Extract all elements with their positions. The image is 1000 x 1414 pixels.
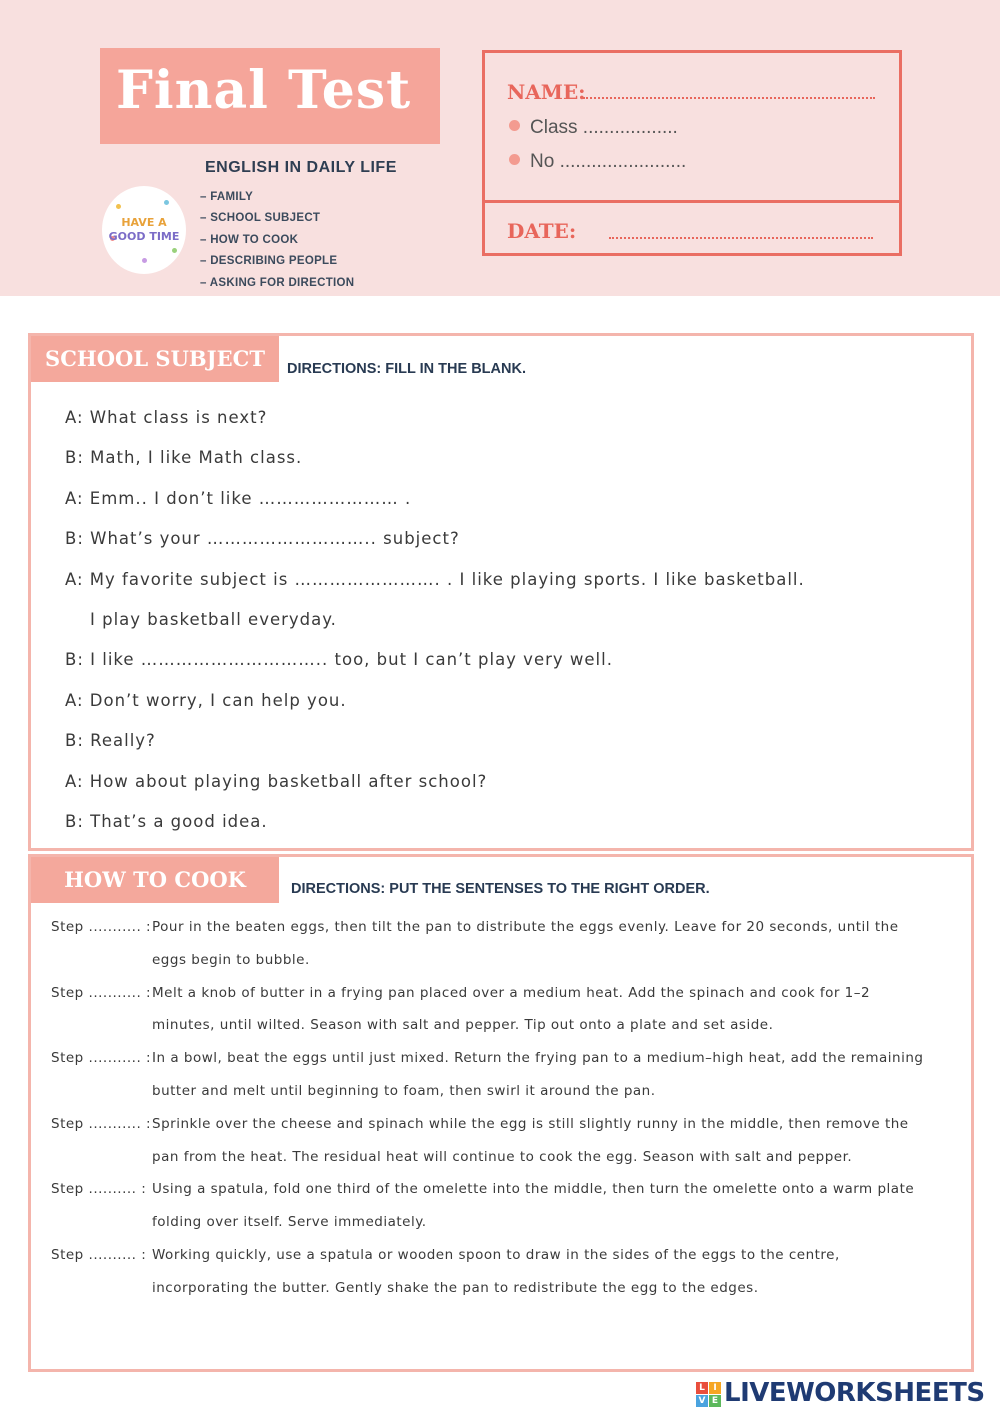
step-item: [51, 1239, 925, 1305]
step-text: Using a spatula, fold one third of the omelette into the middle, then turn the omelette onto a warm plate folding over itself. Serve immediately.: [152, 1181, 915, 1231]
confetti-dot: [142, 258, 147, 263]
header-band: [0, 0, 1000, 296]
no-line: [509, 151, 686, 173]
section-title: SCHOOL SUBJECT: [45, 346, 265, 371]
logo-text: LIVEWORKSHEETS: [724, 1378, 985, 1408]
have-a-good-time-badge: [102, 186, 186, 274]
step-item: [51, 911, 925, 977]
name-label: NAME:: [507, 80, 586, 104]
logo-grid-icon: [696, 1382, 722, 1408]
step-number-field[interactable]: Step .......... :: [51, 1181, 147, 1198]
topic-item: – ASKING FOR DIRECTION: [200, 276, 355, 289]
step-text: Working quickly, use a spatula or wooden spoon to draw in the sides of the eggs to the centre, incorporating the butter. Gently shake the pan to redistribute the egg to the edges.: [152, 1246, 840, 1296]
step-text: Sprinkle over the cheese and spinach while the egg is still slightly runny in the middle, then remove the pan from the heat. The residual heat will continue to cook the egg. Season with salt and pepper.: [152, 1115, 909, 1165]
dialogue-line[interactable]: B: What’s your ……………………….. subject?: [65, 529, 460, 549]
section-tab: [31, 336, 279, 382]
section-title: HOW TO COOK: [64, 867, 246, 892]
step-item: [51, 977, 925, 1043]
class-label: Class ..................: [530, 117, 678, 138]
dialogue-line[interactable]: B: I like ………………………….. too, but I can’t play very well.: [65, 650, 613, 670]
date-label: DATE:: [507, 219, 577, 243]
dialogue-list: [65, 406, 805, 850]
badge-line-1: HAVE A: [121, 216, 167, 229]
dialogue-line: B: That’s a good idea.: [65, 811, 268, 831]
topic-item: – DESCRIBING PEOPLE: [200, 255, 338, 268]
student-info-box: [482, 50, 902, 256]
directions-text: DIRECTIONS: FILL IN THE BLANK.: [287, 361, 526, 377]
logo-letter: I: [709, 1382, 721, 1394]
section-tab: [31, 857, 279, 903]
step-item: [51, 1108, 925, 1174]
dialogue-line: B: Really?: [65, 731, 156, 751]
class-line: [509, 117, 678, 139]
topic-list: [200, 189, 354, 296]
step-text: Pour in the beaten eggs, then tilt the pan to distribute the eggs evenly. Leave for 20 seconds, until the eggs begin to bubble.: [152, 919, 899, 968]
confetti-dot: [164, 200, 169, 205]
step-number-field[interactable]: Step ........... :: [51, 1050, 152, 1067]
dialogue-line[interactable]: A: Emm.. I don’t like …………………… .: [65, 488, 412, 508]
topic-item: – HOW TO COOK: [200, 233, 299, 246]
dialogue-line: I play basketball everyday.: [90, 609, 337, 629]
logo-letter: L: [696, 1382, 708, 1394]
logo-letter: V: [696, 1395, 708, 1407]
step-text: Melt a knob of butter in a frying pan placed over a medium heat. Add the spinach and cook for 1–2 minutes, until wilted. Season with salt and pepper. Tip out onto a plate and set aside.: [152, 984, 871, 1034]
bullet-icon: [509, 120, 520, 131]
step-item: [51, 1042, 925, 1108]
dialogue-line: A: What class is next?: [65, 408, 268, 427]
topic-item: – SCHOOL SUBJECT: [200, 212, 321, 225]
step-list: [51, 911, 925, 1305]
directions-text: DIRECTIONS: PUT THE SENTENSES TO THE RIGHT ORDER.: [291, 881, 710, 897]
dialogue-line: A: Don’t worry, I can help you.: [65, 690, 347, 710]
how-to-cook-section: [28, 854, 974, 1372]
confetti-dot: [172, 248, 177, 253]
topic-item: – FAMILY: [200, 191, 254, 203]
divider: [485, 200, 899, 203]
step-number-field[interactable]: Step ........... :: [51, 919, 152, 935]
school-subject-section: [28, 333, 974, 851]
no-label: No ........................: [530, 151, 687, 172]
step-item: [51, 1173, 925, 1239]
dialogue-line[interactable]: A: My favorite subject is ……………………. . I like playing sports. I like basketball.: [65, 569, 805, 589]
name-field[interactable]: [583, 97, 875, 99]
page-title: Final Test: [116, 60, 412, 121]
badge-text: [102, 216, 186, 244]
badge-line-2: GOOD TIME: [108, 230, 180, 243]
step-text: In a bowl, beat the eggs until just mixed. Return the frying pan to a medium–high heat, add the remaining butter and melt until beginning to foam, then swirl it around the pan.: [152, 1050, 924, 1099]
dialogue-line: A: How about playing basketball after school?: [65, 771, 488, 791]
step-number-field[interactable]: Step ........... :: [51, 1115, 152, 1132]
confetti-dot: [116, 204, 121, 209]
step-number-field[interactable]: Step ........... :: [51, 984, 152, 1001]
dialogue-line: B: Math, I like Math class.: [65, 448, 303, 468]
date-field[interactable]: [609, 237, 873, 239]
title-box: [100, 48, 440, 144]
step-number-field[interactable]: Step .......... :: [51, 1246, 147, 1263]
logo-letter: E: [709, 1395, 721, 1407]
bullet-icon: [509, 154, 520, 165]
subtitle: ENGLISH IN DAILY LIFE: [205, 159, 397, 176]
